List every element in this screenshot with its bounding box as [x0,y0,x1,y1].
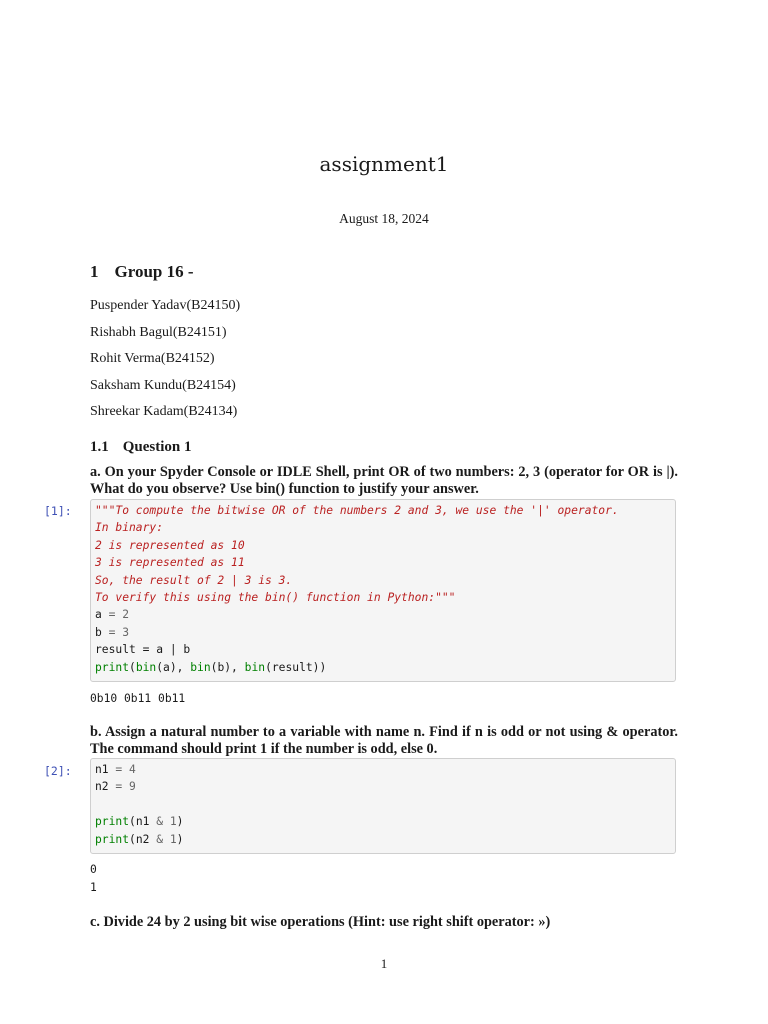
builtin-keyword: print [95,815,130,829]
code-cell-1[interactable] [90,499,676,682]
docstring-line: In binary: [95,521,164,535]
var-name: a [95,608,102,622]
number-literal: 2 [122,608,130,622]
var-name: n1 [95,763,109,776]
code-line [95,778,671,795]
operator: & [156,832,164,846]
document-date: August 18, 2024 [339,211,429,226]
document-title: assignment1 [319,152,449,176]
member-name: Puspender Yadav(B24150) [90,298,241,313]
cell-output-2 [90,861,97,896]
output-line: 0 [90,863,97,876]
subsection-heading [90,439,192,456]
section-number: 1 [90,262,99,281]
subsection-title: Question 1 [122,439,192,455]
builtin-keyword: bin [135,660,157,674]
code-line [95,813,671,830]
code-line [95,831,671,848]
member-name: Shreekar Kadam(B24134) [90,404,238,419]
code-text: (n1 [129,815,157,829]
subsection-number: 1.1 [90,439,109,455]
operator: = [108,763,130,776]
question-c: c. Divide 24 by 2 using bit wise operations (Hint: use right shift operator: ») [90,914,551,930]
section-heading [90,262,194,282]
number-literal: 3 [122,625,130,639]
var-name: n2 [95,780,109,794]
member-name: Rishabh Bagul(B24151) [90,324,227,340]
code-line [95,761,671,778]
number-literal: 1 [163,815,177,829]
builtin-keyword: print [95,832,130,846]
blank-line [95,796,671,813]
code-text: (result)) [265,660,327,674]
code-text: ) [176,815,184,829]
cell-prompt: [2]: [44,764,72,778]
code-text: (b), [210,660,245,674]
code-line [95,624,671,641]
builtin-keyword: print [95,660,130,674]
code-line [95,606,671,623]
docstring-line: 2 is represented as 10 [95,538,245,552]
builtin-keyword: bin [190,660,211,674]
number-literal: 1 [163,832,177,846]
member-list [90,297,240,430]
code-text: (a), [156,660,191,674]
cell-prompt: [1]: [44,504,72,518]
number-literal: 9 [129,780,136,794]
operator: & [156,815,164,829]
builtin-keyword: bin [244,660,266,674]
code-text: ) [176,832,184,846]
code-cell-2[interactable] [90,758,676,854]
docstring-line: To verify this using the bin() function in Python:""" [95,590,456,604]
question-a: a. On your Spyder Console or IDLE Shell, print OR of two numbers: 2, 3 (operator for OR is |). What do you observe? Use bin() function to justify your answer. [90,464,678,497]
question-b: b. Assign a natural number to a variable with name n. Find if n is odd or not using & operator. The command should print 1 if the number is odd, else 0. [90,724,678,757]
page-number: 1 [380,956,388,971]
section-title: Group 16 - [114,262,194,281]
operator: = [101,625,123,639]
var-name: b [95,625,102,639]
code-line: print(bin(a), bin(b), bin(result)) [95,660,327,674]
number-literal: 4 [129,763,136,776]
output-line: 0b10 0b11 0b11 [90,692,186,705]
operator: = [101,608,123,622]
docstring-line: 3 is represented as 11 [95,556,245,570]
docstring-line: """To compute the bitwise OR of the numbers 2 and 3, we use the '|' operator. [95,504,619,517]
operator: = [108,780,130,794]
output-line: 1 [90,880,97,894]
code-text: (n2 [129,832,157,846]
code-line: result = a | b [95,643,191,657]
cell-output-1 [90,690,185,708]
member-name: Rohit Verma(B24152) [90,351,215,366]
docstring-line: So, the result of 2 | 3 is 3. [95,573,293,587]
member-name: Saksham Kundu(B24154) [90,377,236,393]
